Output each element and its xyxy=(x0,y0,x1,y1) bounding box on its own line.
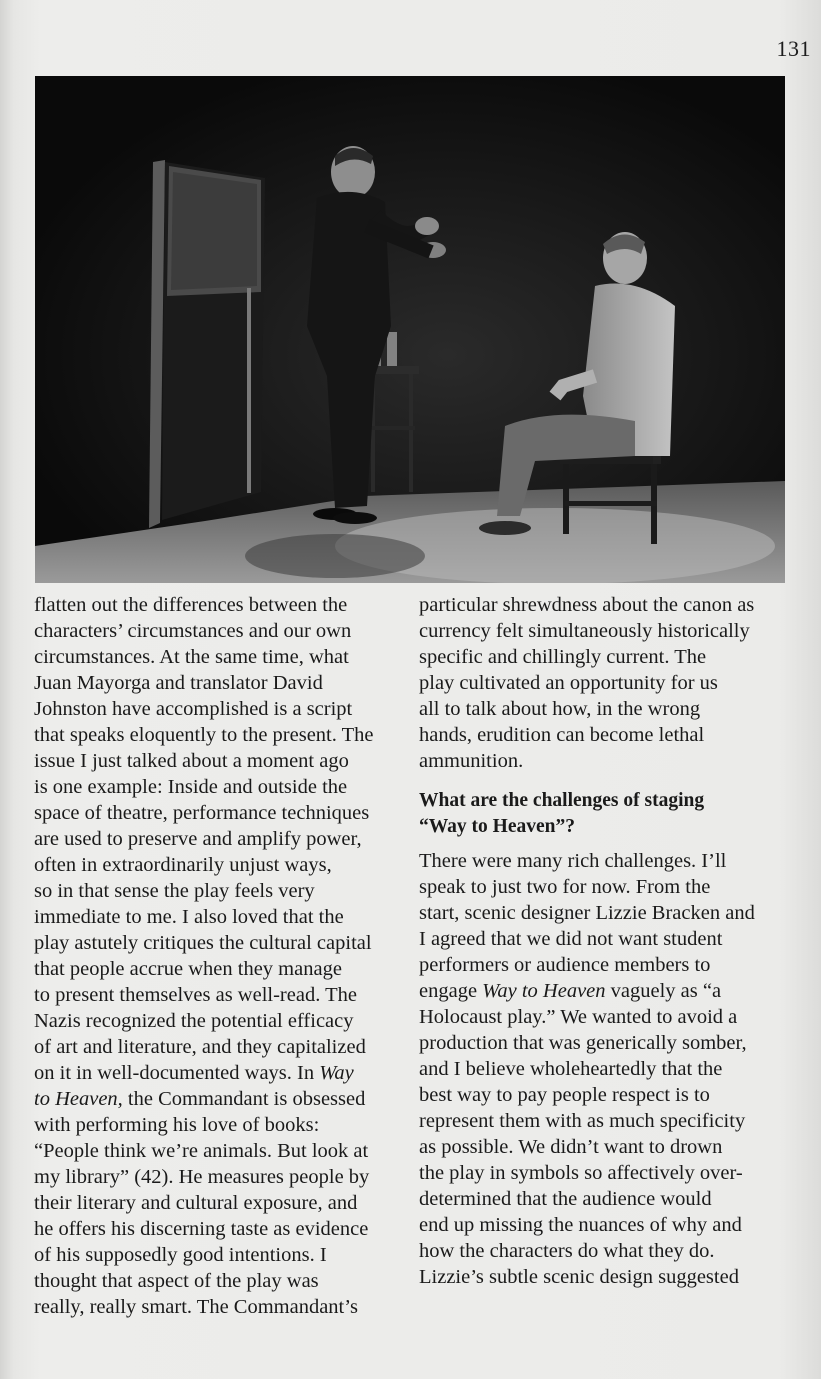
text-line: play cultivated an opportunity for us xyxy=(419,672,718,694)
text-line: space of theatre, performance techniques xyxy=(34,802,370,824)
text-line: of art and literature, and they capitalized xyxy=(34,1036,366,1058)
text-line: of his supposedly good intentions. I xyxy=(34,1244,327,1266)
text-line: There were many rich challenges. I’ll xyxy=(419,850,727,872)
text-line: I agreed that we did not want student xyxy=(419,928,723,950)
text-line: and I believe wholeheartedly that the xyxy=(419,1058,723,1080)
text-line: specific and chillingly current. The xyxy=(419,646,707,668)
text-line: performers or audience members to xyxy=(419,954,711,976)
text-line: so in that sense the play feels very xyxy=(34,880,315,902)
page-number: 131 xyxy=(776,36,811,61)
heading-line: “Way to Heaven”? xyxy=(419,816,575,837)
text-line: is one example: Inside and outside the xyxy=(34,776,348,798)
text-line: hands, erudition can become lethal xyxy=(419,724,705,746)
paragraph-right-2 xyxy=(419,848,799,1290)
text-line: play astutely critiques the cultural capital xyxy=(34,932,372,954)
text-line: best way to pay people respect is to xyxy=(419,1084,710,1106)
play-title: to Heaven, xyxy=(34,1088,123,1110)
text-line: start, scenic designer Lizzie Bracken and xyxy=(419,902,755,924)
text-line: their literary and cultural exposure, and xyxy=(34,1192,358,1214)
text-line: all to talk about how, in the wrong xyxy=(419,698,701,720)
text-line: that speaks eloquently to the present. The xyxy=(34,724,374,746)
text-line: Johnston have accomplished is a script xyxy=(34,698,353,720)
text-line: circumstances. At the same time, what xyxy=(34,646,349,668)
text-line: Lizzie’s subtle scenic design suggested xyxy=(419,1266,739,1288)
text-line: that people accrue when they manage xyxy=(34,958,342,980)
text-line: Juan Mayorga and translator David xyxy=(34,672,323,694)
text-line: with performing his love of books: xyxy=(34,1114,320,1136)
text-line: Nazis recognized the potential efficacy xyxy=(34,1010,354,1032)
text-line: really, really smart. The Commandant’s xyxy=(34,1296,358,1318)
left-column xyxy=(34,592,404,1320)
text-line: “People think we’re animals. But look at xyxy=(34,1140,369,1162)
text-line: on it in well-documented ways. In Way xyxy=(34,1062,354,1084)
text-line: end up missing the nuances of why and xyxy=(419,1214,742,1236)
heading-line: What are the challenges of staging xyxy=(419,790,705,811)
text-line: my library” (42). He measures people by xyxy=(34,1166,370,1188)
paragraph-right-1 xyxy=(419,592,799,774)
text-line: production that was generically somber, xyxy=(419,1032,747,1054)
text-line: issue I just talked about a moment ago xyxy=(34,750,349,772)
text-line: the play in symbols so affectively over- xyxy=(419,1162,743,1184)
right-column xyxy=(419,592,799,1290)
text-line: often in extraordinarily unjust ways, xyxy=(34,854,332,876)
text-line: as possible. We didn’t want to drown xyxy=(419,1136,723,1158)
text-line: currency felt simultaneously historically xyxy=(419,620,750,642)
play-title: Way to Heaven xyxy=(482,980,606,1002)
text-line: flatten out the differences between the xyxy=(34,594,348,616)
play-title: Way xyxy=(319,1062,354,1084)
text-line: how the characters do what they do. xyxy=(419,1240,715,1262)
text-line: immediate to me. I also loved that the xyxy=(34,906,344,928)
text-line: are used to preserve and amplify power, xyxy=(34,828,362,850)
text-line: thought that aspect of the play was xyxy=(34,1270,319,1292)
paragraph-left xyxy=(34,592,404,1320)
text-line: particular shrewdness about the canon as xyxy=(419,594,755,616)
section-heading xyxy=(419,788,799,840)
text-line: engage Way to Heaven vaguely as “a xyxy=(419,980,722,1002)
text-line: to Heaven, the Commandant is obsessed xyxy=(34,1088,366,1110)
text-line: Holocaust play.” We wanted to avoid a xyxy=(419,1006,738,1028)
text-line: determined that the audience would xyxy=(419,1188,712,1210)
production-photo xyxy=(35,76,785,583)
text-line: represent them with as much specificity xyxy=(419,1110,746,1132)
text-line: to present themselves as well-read. The xyxy=(34,984,357,1006)
text-line: characters’ circumstances and our own xyxy=(34,620,352,642)
text-line: ammunition. xyxy=(419,750,524,772)
text-line: he offers his discerning taste as evidence xyxy=(34,1218,369,1240)
text-line: speak to just two for now. From the xyxy=(419,876,711,898)
stage-scene-image xyxy=(35,76,785,583)
